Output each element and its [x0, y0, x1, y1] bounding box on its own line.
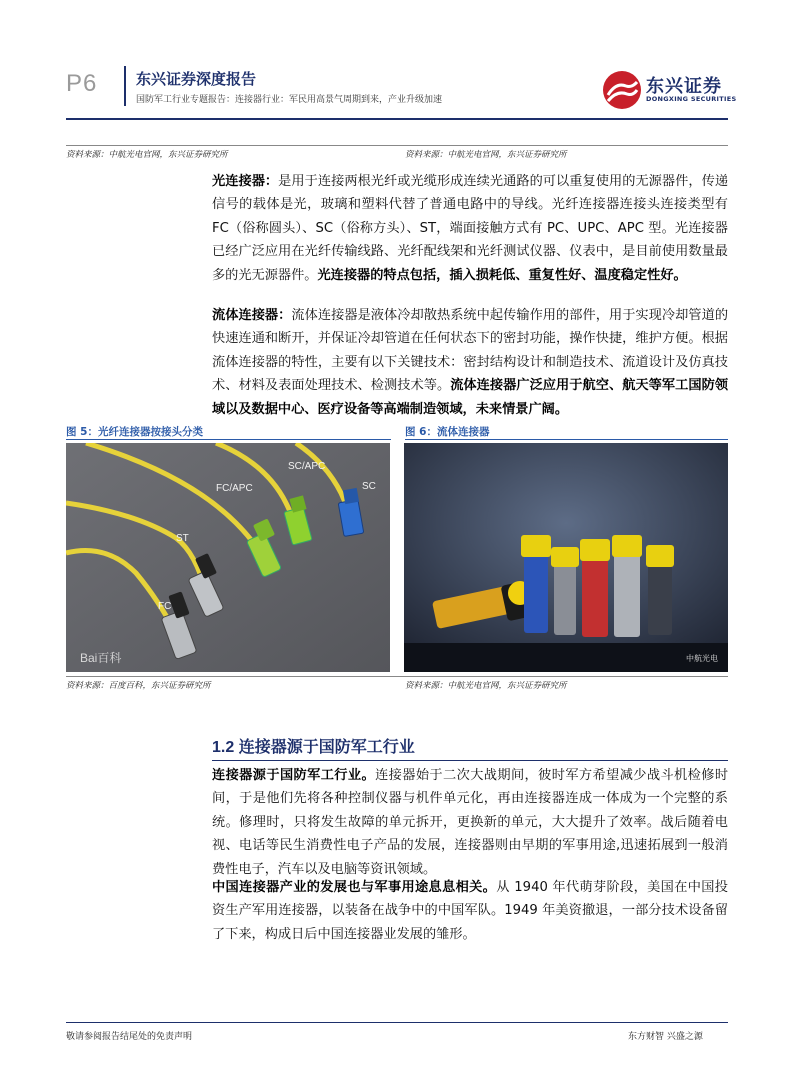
figure-5-source: 资料来源：百度百科，东兴证券研究所 — [66, 681, 211, 691]
source-divider-top — [66, 145, 728, 146]
source-top-right: 资料来源：中航光电官网，东兴证券研究所 — [405, 150, 567, 160]
fig5-label-sc-apc: SC/APC — [288, 461, 326, 472]
china-lead: 中国连接器产业的发展也与军事用途息息相关。 — [212, 880, 497, 895]
fig5-label-sc: SC — [362, 481, 376, 492]
page-number: P6 — [66, 70, 98, 97]
origin-body: 连接器始于二次大战期间，彼时军方希望减少战斗机检修时间，于是他们先将各种控制仪器与机件单元化，再由连接器连成一体成为一个完整的系统。修理时，只将发生故障的单元拆开，更换新的单元，大大提升了效率。战后随着电视、电话等民生消费性电子产品的发展，连接器则由早期的军事用途,迅速拓展到一般消费性电子，汽车以及电脑等资讯领域。 — [212, 768, 729, 877]
logo-text-cn: 东兴证券 — [646, 76, 722, 97]
figure-6-caption-rule — [405, 439, 728, 440]
header-rule — [66, 118, 728, 120]
figure-5-caption-rule — [66, 439, 391, 440]
source-divider-mid — [66, 676, 728, 677]
footer-slogan: 东方财智 兴盛之源 — [628, 1032, 703, 1042]
optical-body: 是用于连接两根光纤或光缆形成连续光通路的可以重复使用的无源器件，传递信号的载体是光，玻璃和塑料代替了普通电路中的导线。光纤连接器连接头连接类型有 FC（俗称圆头）、SC（俗称方头）、ST，端面接触方式有 PC、UPC、APC 型。光连接器已经广泛应用在光纤传输线路、光纤配线架和光纤测试仪器、仪表中，是目前使用数量最多的光无源器件。 — [212, 174, 729, 283]
footer-rule — [66, 1022, 728, 1023]
footer-disclaimer: 敬请参阅报告结尾处的免责声明 — [66, 1032, 193, 1042]
header-divider — [124, 66, 126, 106]
paragraph-optical-connector — [212, 170, 728, 287]
report-subtitle: 国防军工行业专题报告：连接器行业：军民用高景气周期到来，产业升级加速 — [136, 95, 443, 105]
paragraph-origin — [212, 764, 728, 881]
fluid-body: 流体连接器是液体冷却散热系统中起传输作用的部件，用于实现冷却管道的快速连通和断开，并保证冷却管道在任何状态下的密封功能，操作快捷，维护方便。根据流体连接器的特性，主要有以下关键技术：密封结构设计和制造技术、流道设计及仿真技术、材料及表面处理技术、检测技术等。 — [212, 308, 729, 394]
fig5-watermark: Bai百科 — [80, 651, 122, 665]
optical-emphasis: 光连接器的特点包括，插入损耗低、重复性好、温度稳定性好。 — [317, 267, 687, 283]
figure-6-image — [404, 443, 728, 672]
china-body: 从 1940 年代萌芽阶段，美国在中国投资生产军用连接器，以装备在战争中的中国军队。1949 年美资撤退，一部分技术设备留了下来，构成日后中国连接器业发展的雏形。 — [212, 880, 728, 942]
section-heading: 1.2 连接器源于国防军工行业 — [212, 739, 415, 756]
fluid-connectors-illustration — [404, 443, 728, 672]
fig6-watermark: 中航光电 — [686, 654, 718, 663]
fluid-emphasis: 流体连接器广泛应用于航空、航天等军工国防领域以及数据中心、医疗设备等高端制造领域，未来情景广阔。 — [212, 378, 729, 417]
figure-6-source: 资料来源：中航光电官网，东兴证券研究所 — [405, 681, 567, 691]
logo-text-en: DONGXING SECURITIES — [646, 95, 737, 103]
fig5-label-st: ST — [176, 533, 189, 544]
report-title: 东兴证券深度报告 — [136, 70, 257, 88]
fig5-label-fc: FC — [158, 601, 172, 612]
source-top-left: 资料来源：中航光电官网，东兴证券研究所 — [66, 150, 228, 160]
paragraph-fluid-connector — [212, 304, 728, 421]
section-heading-rule — [212, 760, 728, 761]
fluid-lead: 流体连接器： — [212, 308, 292, 323]
fig5-label-fc-apc: FC/APC — [216, 483, 253, 494]
optical-lead: 光连接器： — [212, 174, 279, 189]
paragraph-china-history — [212, 876, 728, 946]
figure-5-caption: 图 5：光纤连接器按接头分类 — [66, 426, 203, 438]
figure-6-caption: 图 6：流体连接器 — [405, 426, 490, 438]
origin-lead: 连接器源于国防军工行业。 — [212, 768, 376, 783]
figure-5-image — [66, 443, 390, 672]
dongxing-logo-icon — [602, 70, 642, 110]
fiber-connectors-illustration — [66, 443, 390, 672]
